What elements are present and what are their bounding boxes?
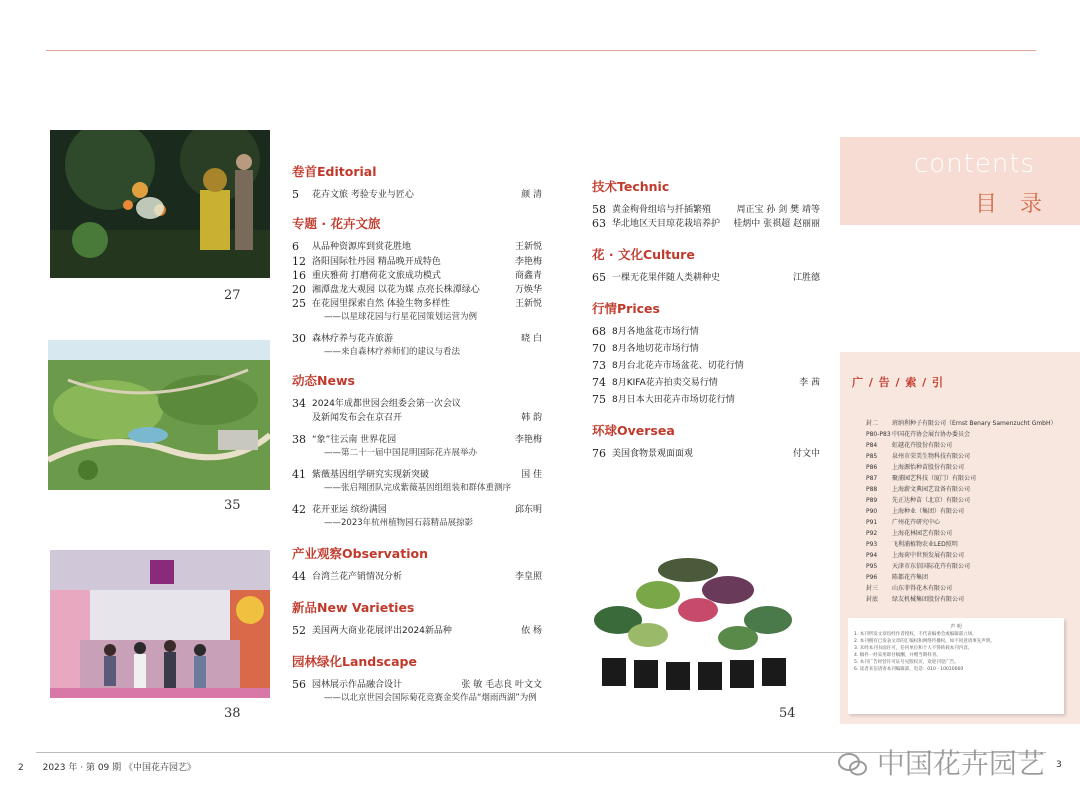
ad-advertiser: 陈都花卉集团 [892, 574, 929, 581]
entry-title: 湘潭盘龙大观园 以花为媒 点亮长株潭绿心 [312, 285, 480, 295]
toc-entry[interactable] [292, 468, 542, 482]
ad-page: P93 [866, 541, 878, 548]
toc-entry[interactable] [292, 283, 542, 297]
ad-index-row [866, 506, 1057, 517]
statement-line: 2. 本刊拥有已发表文章的汇编权和网络传播权，如不同意请事先声明。 [854, 639, 995, 644]
ad-index-row [866, 462, 1057, 473]
entry-page: 30 [292, 332, 306, 345]
entry-subtitle: ——以星球花园与行星花园策划运营为例 [324, 312, 478, 322]
statement-title: 声 明 [950, 624, 962, 630]
ad-advertiser: 泉州市荣美生物科技有限公司 [892, 453, 971, 460]
entry-author: 张 敏 毛志良 叶文文 [461, 680, 542, 690]
issue-info: 2023 年 · 第 09 期 《中国花卉园艺》 [42, 763, 196, 773]
ad-advertiser: 上海薪文典园艺设备有限公司 [892, 486, 971, 493]
section-title: 花 · 文化Culture [592, 247, 695, 262]
ad-page: P84 [866, 442, 878, 449]
entry-title: 花卉文旅 考验专业与匠心 [312, 190, 414, 200]
entry-page: 41 [292, 468, 306, 481]
statement-line: 1. 本刊所发文章均经作者授权，不代表编委会或编辑部立场。 [854, 632, 977, 637]
entry-page: 52 [292, 624, 306, 637]
entry-subtitle: ——以北京世园会国际菊花竞赛金奖作品“烟雨西湖”为例 [324, 693, 537, 703]
toc-entry[interactable] [292, 678, 542, 692]
footer-left [18, 760, 196, 773]
ad-advertiser: 上海花林园艺有限公司 [892, 530, 953, 537]
ad-index-row [866, 418, 1057, 429]
section-oversea [592, 421, 820, 461]
ad-index-row [866, 550, 1057, 561]
ad-index-row [866, 429, 1057, 440]
toc-entry[interactable] [292, 269, 542, 283]
ad-index-row [866, 440, 1057, 451]
ad-page: P86 [866, 464, 878, 471]
page-number-left: 2 [18, 763, 24, 773]
section-editorial [292, 162, 542, 202]
section-title: 行情Prices [592, 301, 660, 316]
entry-title: 8月各地盆花市场行情 [612, 327, 699, 337]
toc-entry[interactable] [292, 433, 542, 447]
entry-subtitle: ——2023年杭州植物园石蒜精品展掠影 [324, 518, 474, 528]
toc-entry[interactable] [292, 570, 542, 584]
statement-line: 3. 未经本刊书面许可，任何单位和个人不得转载本刊内容。 [854, 646, 973, 651]
ad-index-row [866, 539, 1057, 550]
toc-entry[interactable] [592, 376, 820, 390]
entry-author: 万焕华 [514, 285, 542, 295]
ad-index-row [866, 583, 1057, 594]
ad-index-row [866, 561, 1057, 572]
entry-author: 依 杨 [521, 626, 542, 636]
section-feature [292, 214, 542, 359]
entry-author: 江胜德 [792, 273, 820, 283]
entry-title: 美国两大商业花展评出2024新品种 [312, 626, 452, 636]
entry-author: 李艳梅 [514, 435, 542, 445]
entry-author: 晓 白 [521, 334, 542, 344]
ad-page: P88 [866, 486, 878, 493]
entry-page: 20 [292, 283, 306, 296]
entry-title: 园林展示作品融合设计 [312, 680, 403, 690]
entry-author: 李皇照 [514, 572, 542, 582]
section-title: 新品New Varieties [292, 600, 415, 615]
photo-aerial-park [48, 340, 270, 490]
ad-page: 封底 [866, 596, 879, 603]
ad-index-row [866, 484, 1057, 495]
contents-label-english: contents [914, 149, 1036, 179]
ad-advertiser: 广州花卉研究中心 [892, 519, 941, 526]
section-title: 专题 · 花卉文旅 [292, 216, 381, 231]
entry-author: 桂炳中 张祺超 赵丽丽 [733, 219, 820, 229]
section-title: 技术Technic [592, 179, 670, 194]
entry-title: 8月KIFA花卉拍卖交易行情 [612, 378, 718, 388]
toc-entry[interactable] [592, 203, 820, 217]
entry-author: 李 茜 [799, 378, 820, 388]
toc-entry[interactable] [292, 397, 542, 411]
photo-night-garden [50, 130, 270, 278]
entry-page: 6 [292, 240, 299, 253]
entry-title: 花开亚运 缤纷满园 [312, 505, 387, 515]
section-landscape [292, 652, 542, 705]
entry-page: 5 [292, 188, 299, 201]
section-culture [592, 245, 820, 285]
entry-author: 李艳梅 [514, 257, 542, 267]
entry-title: 洛阳国际牡丹园 精品晚开成特色 [312, 257, 441, 267]
toc-entry[interactable] [592, 359, 820, 373]
wechat-icon [838, 752, 868, 778]
ad-page: P90 [866, 508, 878, 515]
entry-page: 68 [592, 325, 606, 338]
toc-entry[interactable] [292, 297, 542, 311]
ad-advertiser: 绿友机械集团股份有限公司 [892, 596, 965, 603]
entry-page: 56 [292, 678, 306, 691]
ad-index-title: 广 / 告 / 索 / 引 [852, 376, 945, 389]
statement-box [848, 618, 1064, 714]
entry-author: 王新悦 [514, 299, 542, 309]
ad-index-list [866, 418, 1057, 605]
ad-page: P85 [866, 453, 878, 460]
section-title: 动态News [292, 373, 355, 388]
photo-potted-plants [588, 540, 808, 700]
entry-author: 韩 韵 [521, 413, 542, 423]
section-new-varieties [292, 598, 542, 638]
toc-entry-continued [292, 411, 542, 425]
entry-page: 74 [592, 376, 606, 389]
ad-advertiser: 山东菲得花木有限公司 [892, 585, 953, 592]
entry-title: 从品种资源库到赏花胜地 [312, 242, 412, 252]
entry-title: 在花园里探索自然 体验生物多样性 [312, 299, 450, 309]
ad-page: P96 [866, 574, 878, 581]
toc-entry[interactable] [292, 188, 542, 202]
toc-entry[interactable] [592, 271, 820, 285]
entry-page: 75 [592, 393, 606, 406]
entry-author: 国 佳 [521, 470, 542, 480]
entry-title: 8月日本大田花卉市场切花行情 [612, 395, 735, 405]
ad-index-row [866, 495, 1057, 506]
entry-page: 65 [592, 271, 606, 284]
ad-advertiser: 上海种业（集团）有限公司 [892, 508, 965, 515]
section-prices [592, 299, 820, 407]
toc-column-right [592, 177, 820, 461]
entry-title: 8月各地切花市场行情 [612, 344, 699, 354]
ad-advertiser: 上海荷中世预发展有限公司 [892, 552, 965, 559]
ad-page: P94 [866, 552, 878, 559]
toc-entry[interactable] [592, 217, 820, 231]
entry-title: 黄金枸骨组培与扦插繁殖 [612, 205, 712, 215]
page-number-right: 3 [1056, 760, 1062, 770]
entry-subtitle: ——来自森林疗养师们的建议与看法 [324, 347, 461, 357]
ad-advertiser: 飞利浦植物农业LED照明 [892, 541, 958, 548]
section-title: 园林绿化Landscape [292, 654, 417, 669]
toc-entry[interactable] [592, 393, 820, 407]
entry-page: 12 [292, 255, 306, 268]
entry-title: 华北地区天目琼花栽培养护 [612, 219, 721, 229]
ad-index-row [866, 572, 1057, 583]
section-observation [292, 544, 542, 584]
section-title: 环球Oversea [592, 423, 675, 438]
entry-page: 38 [292, 433, 306, 446]
entry-page: 42 [292, 503, 306, 516]
ad-page: P95 [866, 563, 878, 570]
entry-author: 付文中 [792, 449, 820, 459]
ad-page: P91 [866, 519, 878, 526]
ad-page: 封二 [866, 420, 879, 427]
statement-lines [854, 631, 1058, 673]
ad-page: P80-P83 [866, 431, 891, 438]
photo-number-3: 38 [224, 706, 241, 721]
entry-page: 58 [592, 203, 606, 216]
entry-page: 63 [592, 217, 606, 230]
entry-page: 25 [292, 297, 306, 310]
toc-column-left [292, 162, 542, 705]
contents-label-chinese: 目 录 [975, 192, 1050, 217]
toc-entry[interactable] [592, 342, 820, 356]
section-technic [592, 177, 820, 231]
entry-subtitle: ——张启翔团队完成紫薇基因组组装和群体重测序 [324, 483, 512, 493]
entry-page: 76 [592, 447, 606, 460]
ad-page: P89 [866, 497, 878, 504]
toc-entry[interactable] [292, 332, 542, 346]
entry-title: “象”往云南 世界花园 [312, 435, 397, 445]
entry-title-line2: 及新闻发布会在京召开 [312, 413, 403, 423]
toc-entry[interactable] [592, 447, 820, 461]
ad-advertiser: 先正达种苗（北京）有限公司 [892, 497, 971, 504]
entry-author: 颜 清 [521, 190, 542, 200]
ad-index-row [866, 473, 1057, 484]
watermark-text: 中国花卉园艺 [876, 747, 1045, 780]
statement-line: 5. 本刊广告经营许可证号见版权页，欢迎刊登广告。 [854, 660, 959, 665]
entry-author: 王新悦 [514, 242, 542, 252]
ad-index-row [866, 594, 1057, 605]
photo-number-4: 54 [779, 706, 796, 721]
entry-subtitle: ——第二十一届中国昆明国际花卉展举办 [324, 448, 478, 458]
photo-flower-expo [50, 550, 270, 698]
entry-title: 2024年成都世园会组委会第一次会议 [312, 399, 461, 409]
photo-number-2: 35 [224, 498, 241, 513]
entry-author: 周正宝 孙 剑 樊 靖等 [736, 205, 820, 215]
ad-advertiser: 天津市东信国际花卉有限公司 [892, 563, 971, 570]
toc-entry[interactable] [592, 325, 820, 339]
section-title: 卷首Editorial [292, 164, 377, 179]
ad-advertiser: 上海源怡种苗股份有限公司 [892, 464, 965, 471]
entry-page: 44 [292, 570, 306, 583]
entry-page: 34 [292, 397, 306, 410]
top-rule [46, 50, 1036, 51]
watermark [838, 742, 1045, 782]
ad-index-row [866, 451, 1057, 462]
entry-title: 紫薇基因组学研究实现新突破 [312, 470, 430, 480]
entry-title: 8月台北花卉市场盆花、切花行情 [612, 361, 744, 371]
toc-entry[interactable] [292, 240, 542, 254]
entry-page: 16 [292, 269, 306, 282]
ad-index-row [866, 528, 1057, 539]
toc-entry[interactable] [292, 624, 542, 638]
toc-entry[interactable] [292, 255, 542, 269]
entry-page: 70 [592, 342, 606, 355]
entry-title: 森林疗养与花卉旅游 [312, 334, 394, 344]
photo-number-1: 27 [224, 288, 241, 303]
ad-index-row [866, 517, 1057, 528]
entry-title: 台湾兰花产销情况分析 [312, 572, 403, 582]
ad-advertiser: 中国花卉协会展台协办委员会 [892, 431, 971, 438]
section-title: 产业观察Observation [292, 546, 428, 561]
ad-page: P92 [866, 530, 878, 537]
ad-page: P87 [866, 475, 878, 482]
ad-page: 封三 [866, 585, 879, 592]
ad-advertiser: 班纳利种子有限公司（Ernst Benary Samenzucht GmbH） [892, 420, 1057, 427]
statement-line: 6. 读者来信请寄本刊编辑部，电话：010 - 10010060 [854, 667, 964, 672]
ad-advertiser: 虹越花卉股份有限公司 [892, 442, 953, 449]
entry-title: 美国食物景观面面观 [612, 449, 694, 459]
entry-title: 一棵无花果伴随人类耕种史 [612, 273, 721, 283]
entry-title: 重庆雅荷 打磨荷花文旅成功模式 [312, 271, 441, 281]
entry-page: 73 [592, 359, 606, 372]
section-news [292, 371, 542, 530]
toc-entry[interactable] [292, 503, 542, 517]
entry-author: 邱东明 [514, 505, 542, 515]
statement-line: 4. 稿件一经采用即付稿酬，并赠当期样刊。 [854, 653, 941, 658]
entry-author: 商鑫青 [514, 271, 542, 281]
ad-advertiser: 聚浦园艺科技（厦门）有限公司 [892, 475, 977, 482]
